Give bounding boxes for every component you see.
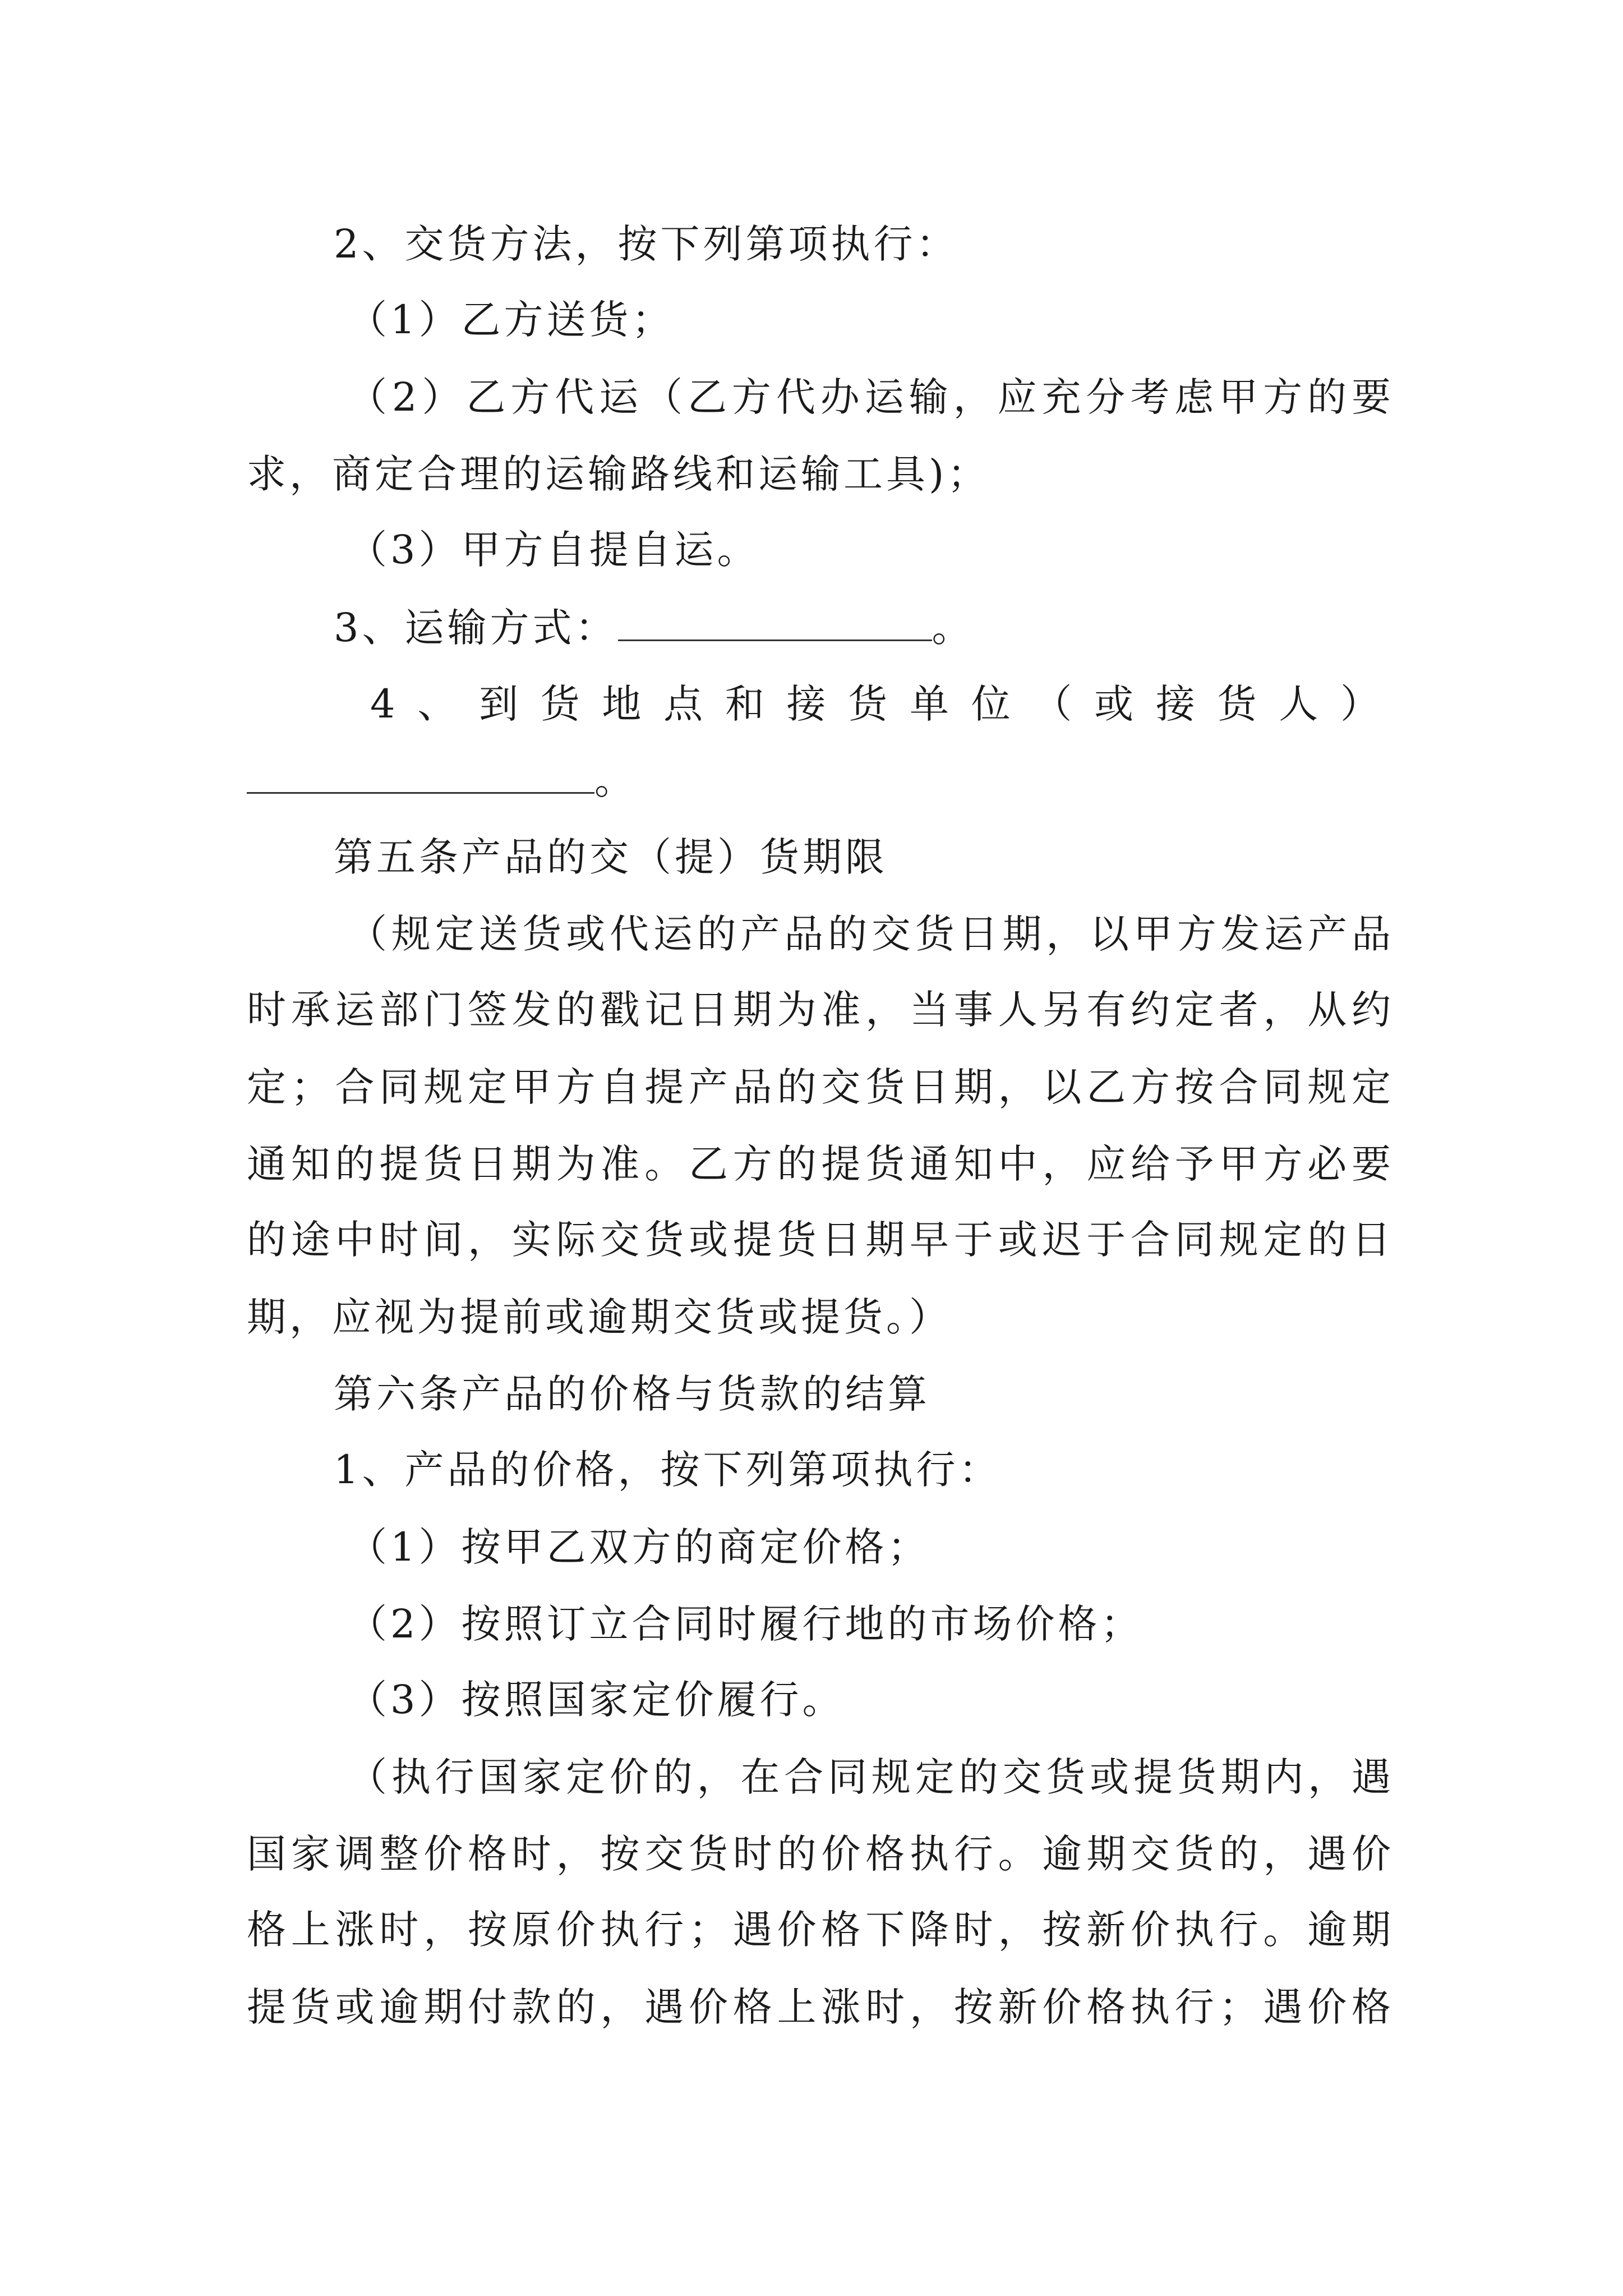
text-line: 提货或逾期付款的，遇价格上涨时，按新价格执行；遇价格 bbox=[247, 1984, 1391, 2030]
text-line: 格上涨时，按原价执行；遇价格下降时，按新价执行。逾期 bbox=[247, 1907, 1391, 1953]
transport-method-label: 3、运输方式： bbox=[334, 605, 618, 651]
text-line: 2、交货方法，按下列第项执行： bbox=[334, 221, 959, 267]
text-line: 国家调整价格时，按交货时的价格执行。逾期交货的，遇价 bbox=[247, 1831, 1391, 1877]
text-line: 的途中时间，实际交货或提货日期早于或迟于合同规定的日 bbox=[247, 1217, 1391, 1263]
text-line: 通知的提货日期为准。乙方的提货通知中，应给予甲方必要 bbox=[247, 1141, 1391, 1187]
text-line: （1）按甲乙双方的商定价格； bbox=[348, 1524, 930, 1570]
period: 。 bbox=[932, 605, 975, 651]
text-line: （2）按照订立合同时履行地的市场价格； bbox=[348, 1601, 1144, 1647]
text-line: （执行国家定价的，在合同规定的交货或提货期内，遇 bbox=[348, 1754, 1391, 1800]
text-line: 时承运部门签发的戳记日期为准，当事人另有约定者，从约 bbox=[247, 987, 1391, 1033]
section-heading: 第六条产品的价格与货款的结算 bbox=[334, 1371, 930, 1417]
text-line: 求，商定合理的运输路线和运输工具)； bbox=[247, 451, 990, 497]
text-line: 定；合同规定甲方自提产品的交货日期，以乙方按合同规定 bbox=[247, 1064, 1391, 1110]
blank-underline bbox=[247, 752, 594, 794]
text-line: 1、产品的价格，按下列第项执行： bbox=[334, 1447, 1002, 1493]
text-line: （规定送货或代运的产品的交货日期，以甲方发运产品 bbox=[348, 911, 1391, 957]
text-line: （2）乙方代运（乙方代办运输，应充分考虑甲方的要 bbox=[348, 374, 1391, 420]
text-line bbox=[334, 599, 1478, 655]
text-line bbox=[247, 752, 1391, 808]
text-line: （1）乙方送货； bbox=[348, 297, 675, 343]
text-line: 期，应视为提前或逾期交货或提货。） bbox=[247, 1294, 952, 1340]
section-heading: 第五条产品的交（提）货期限 bbox=[334, 834, 888, 880]
period: 。 bbox=[594, 757, 637, 803]
blank-underline bbox=[618, 599, 932, 641]
text-line: 4、到货地点和接货单位（或接货人） bbox=[370, 681, 1380, 727]
text-line: （3）甲方自提自运。 bbox=[348, 527, 760, 573]
text-line: （3）按照国家定价履行。 bbox=[348, 1677, 845, 1723]
